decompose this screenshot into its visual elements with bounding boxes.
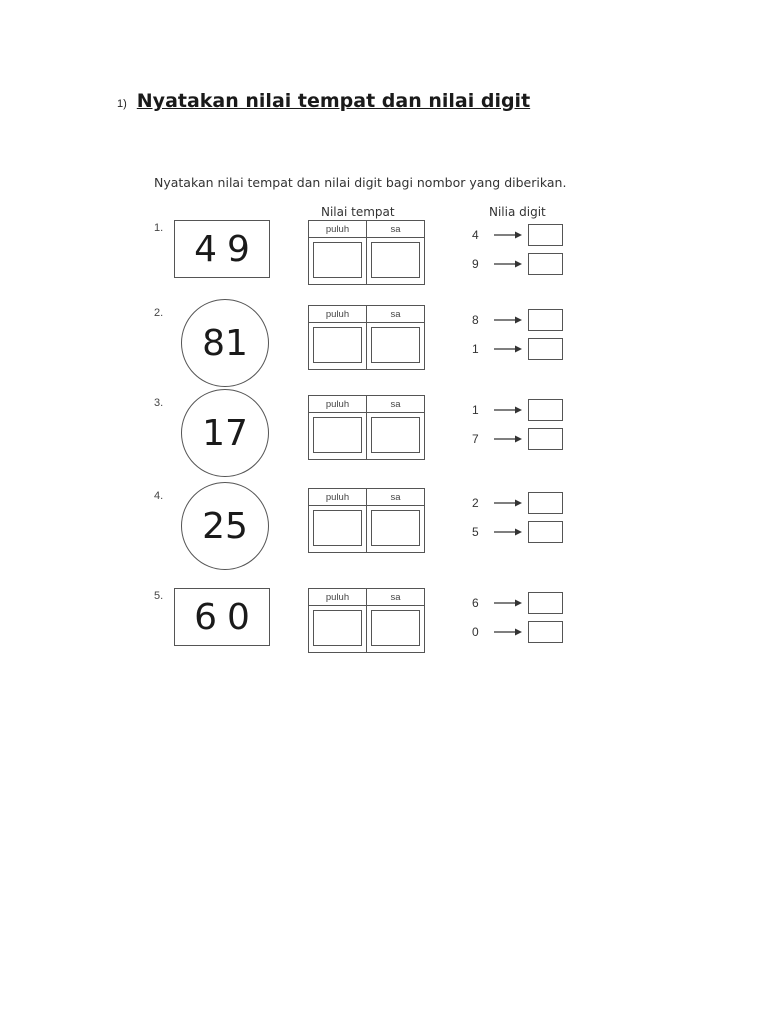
place-value-table-header [309,589,424,606]
digit-value-answer-box[interactable] [528,492,563,514]
place-value-table [308,305,425,370]
place-value-table [308,395,425,460]
place-value-cell [367,323,424,369]
ones-label: sa [390,308,401,320]
place-value-cell [309,238,367,284]
place-value-table-header [309,489,424,506]
ones-label: sa [390,398,401,410]
exercise-row [150,395,600,475]
place-value-header: Nilai tempat [321,205,395,219]
digit-value-line [472,224,563,246]
tens-answer-box[interactable] [313,610,362,646]
digit-value-answer-box[interactable] [528,253,563,275]
number-circle: 25 [181,482,269,570]
place-value-table-header [309,396,424,413]
worksheet [150,170,600,660]
arrow-right-icon [494,315,522,325]
ones-answer-box[interactable] [371,242,420,278]
exercise-index: 3. [154,397,164,409]
digit-value-answer-box[interactable] [528,592,563,614]
digit-label: 1 [472,403,479,417]
place-value-table-header [309,306,424,323]
tens-label: puluh [309,306,367,322]
digit-value-answer-box[interactable] [528,224,563,246]
tens-label: puluh [309,589,367,605]
exercise-index: 4. [154,490,164,502]
digit-label: 5 [472,525,479,539]
arrow-right-icon [494,405,522,415]
ones-answer-box[interactable] [371,510,420,546]
question-number: 1) [117,98,127,110]
digit-value-line [472,428,563,450]
exercise-row [150,305,600,385]
exercise-row [150,488,600,568]
digit-value-line [472,492,563,514]
digit-value-line [472,253,563,275]
arrow-right-icon [494,344,522,354]
digit-value-line [472,592,563,614]
exercise-row [150,220,600,300]
digit-label: 1 [472,342,479,356]
digit-value-answer-box[interactable] [528,428,563,450]
arrow-right-icon [494,434,522,444]
digit-value-header: Nilia digit [489,205,546,219]
ones-answer-box[interactable] [371,417,420,453]
digit-value-answer-box[interactable] [528,521,563,543]
place-value-table [308,588,425,653]
tens-answer-box[interactable] [313,327,362,363]
digit-label: 9 [472,257,479,271]
digit-value-answer-box[interactable] [528,621,563,643]
digit-value-line [472,621,563,643]
number-circle: 81 [181,299,269,387]
tens-label: puluh [309,489,367,505]
ones-answer-box[interactable] [371,610,420,646]
digit-label: 0 [472,625,479,639]
digit-value-line [472,309,563,331]
digit-value-answer-box[interactable] [528,399,563,421]
place-value-cell [309,506,367,552]
place-value-table [308,488,425,553]
exercise-row [150,588,600,668]
tens-answer-box[interactable] [313,417,362,453]
exercise-index: 5. [154,590,164,602]
digit-label: 4 [472,228,479,242]
number-box: 49 [174,220,270,278]
question-heading [117,90,530,112]
arrow-right-icon [494,230,522,240]
ones-answer-box[interactable] [371,327,420,363]
number-circle: 17 [181,389,269,477]
ones-label: sa [390,591,401,603]
digit-value-answer-box[interactable] [528,309,563,331]
digit-value-line [472,338,563,360]
place-value-cell [367,413,424,459]
tens-label: puluh [309,396,367,412]
tens-answer-box[interactable] [313,510,362,546]
place-value-cell [367,606,424,652]
digit-value-answer-box[interactable] [528,338,563,360]
arrow-right-icon [494,527,522,537]
ones-label: sa [390,223,401,235]
exercise-index: 1. [154,222,164,234]
place-value-cell [309,606,367,652]
digit-value-line [472,521,563,543]
tens-answer-box[interactable] [313,242,362,278]
digit-label: 7 [472,432,479,446]
place-value-cell [367,506,424,552]
place-value-cell [309,413,367,459]
digit-label: 6 [472,596,479,610]
tens-label: puluh [309,221,367,237]
worksheet-instruction: Nyatakan nilai tempat dan nilai digit bagi nombor yang diberikan. [154,175,567,190]
arrow-right-icon [494,627,522,637]
arrow-right-icon [494,498,522,508]
ones-label: sa [390,491,401,503]
exercise-index: 2. [154,307,164,319]
question-title: Nyatakan nilai tempat dan nilai digit [136,90,531,112]
arrow-right-icon [494,259,522,269]
number-box: 60 [174,588,270,646]
arrow-right-icon [494,598,522,608]
place-value-table-header [309,221,424,238]
place-value-cell [309,323,367,369]
place-value-table [308,220,425,285]
place-value-cell [367,238,424,284]
digit-value-line [472,399,563,421]
digit-label: 8 [472,313,479,327]
digit-label: 2 [472,496,479,510]
